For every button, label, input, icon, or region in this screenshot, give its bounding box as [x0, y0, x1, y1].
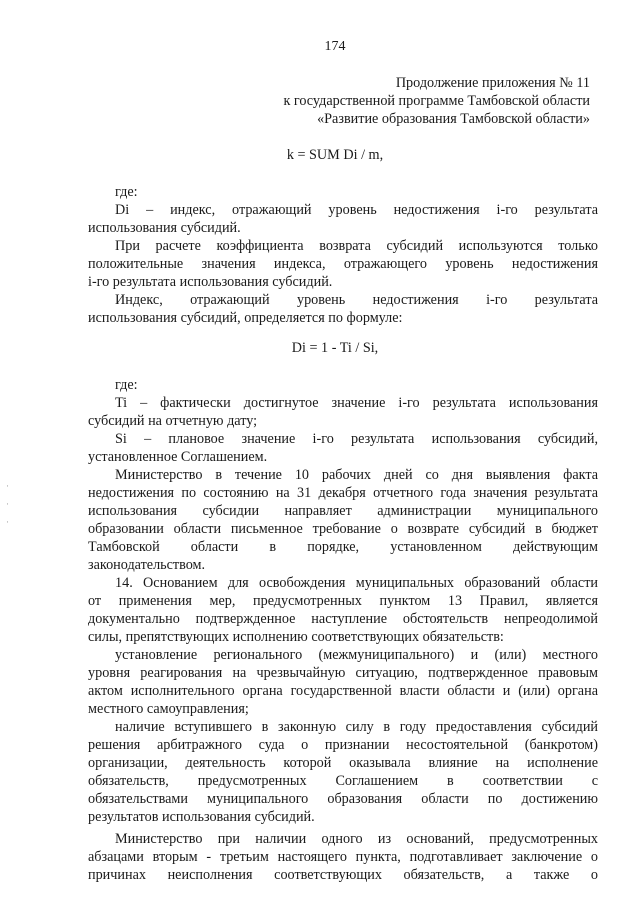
- where-label: где:: [115, 184, 138, 200]
- text-line: местного самоуправления;: [88, 701, 249, 717]
- text-line: уровня реагирования на чрезвычайную ситуацию, подтвержденное правовым: [88, 665, 598, 681]
- text-line: Si – плановое значение i-го результата использования субсидий,: [115, 431, 598, 447]
- text-line: образовании области письменное требование о возврате субсидий в бюджет: [88, 521, 598, 537]
- text-line: обязательств, предусмотренных Соглашением в соответствии с: [88, 773, 598, 789]
- appendix-header: [240, 74, 590, 128]
- text-line: использования субсидий.: [88, 220, 241, 236]
- text-line: использования субсидии направляет администрации муниципального: [88, 503, 598, 519]
- margin-mark: ·: [6, 499, 9, 509]
- text-line: решения арбитражного суда о признании несостоятельной (банкротом): [88, 737, 598, 753]
- text-line: Ti – фактически достигнутое значение i-го результата использования: [115, 395, 598, 411]
- text-line: использования субсидий, определяется по формуле:: [88, 310, 403, 326]
- text-line: установленное Соглашением.: [88, 449, 268, 465]
- text-line: Индекс, отражающий уровень недостижения i-го результата: [115, 292, 598, 308]
- where-label: где:: [115, 377, 138, 393]
- text-line: наличие вступившего в законную силу в году предоставления субсидий: [115, 719, 598, 735]
- margin-mark: ·: [6, 517, 9, 527]
- text-line: результатов использования субсидий.: [88, 809, 315, 825]
- page-number: 174: [324, 39, 346, 54]
- text-line: актом исполнительного органа государственной власти области и (или) органа: [88, 683, 598, 699]
- text-line: обязательствами муниципального образования области по достижению: [88, 791, 598, 807]
- text-line: Тамбовской области в порядке, установленном действующим: [88, 539, 598, 555]
- text-line: Министерство при наличии одного из оснований, предусмотренных: [115, 831, 598, 847]
- formula-k: k = SUM Di / m,: [286, 147, 384, 163]
- text-line: i-го результата использования субсидий.: [88, 274, 333, 290]
- text-line: силы, препятствующих исполнению соответствующих обязательств:: [88, 629, 504, 645]
- header-line: к государственной программе Тамбовской области: [283, 93, 590, 109]
- text-line: 14. Основанием для освобождения муниципальных образований области: [115, 575, 598, 591]
- formula-di: Di = 1 - Ti / Si,: [291, 340, 379, 356]
- text-line: законодательством.: [88, 557, 206, 573]
- header-line: «Развитие образования Тамбовской области»: [317, 111, 590, 127]
- text-line: документально подтвержденное наступление обстоятельств непреодолимой: [88, 611, 598, 627]
- text-line: установление регионального (межмуниципального) и (или) местного: [115, 647, 598, 663]
- text-line: причинах неисполнения соответствующих обязательств, а также о: [88, 867, 598, 883]
- text-line: субсидий на отчетную дату;: [88, 413, 258, 429]
- text-line: Di – индекс, отражающий уровень недостижения i-го результата: [115, 202, 598, 218]
- text-line: организации, деятельность которой оказывала влияние на исполнение: [88, 755, 598, 771]
- text-line: При расчете коэффициента возврата субсидий используются только: [115, 238, 598, 254]
- text-line: абзацами вторым - третьим настоящего пункта, подготавливает заключение о: [88, 849, 598, 865]
- text-line: Министерство в течение 10 рабочих дней со дня выявления факта: [115, 467, 598, 483]
- text-line: недостижения по состоянию на 31 декабря отчетного года значения результата: [88, 485, 598, 501]
- text-line: от применения мер, предусмотренных пунктом 13 Правил, является: [88, 593, 598, 609]
- text-line: положительные значения индекса, отражающего уровень недостижения: [88, 256, 598, 272]
- margin-mark: ·: [6, 481, 9, 491]
- header-line: Продолжение приложения № 11: [395, 75, 590, 91]
